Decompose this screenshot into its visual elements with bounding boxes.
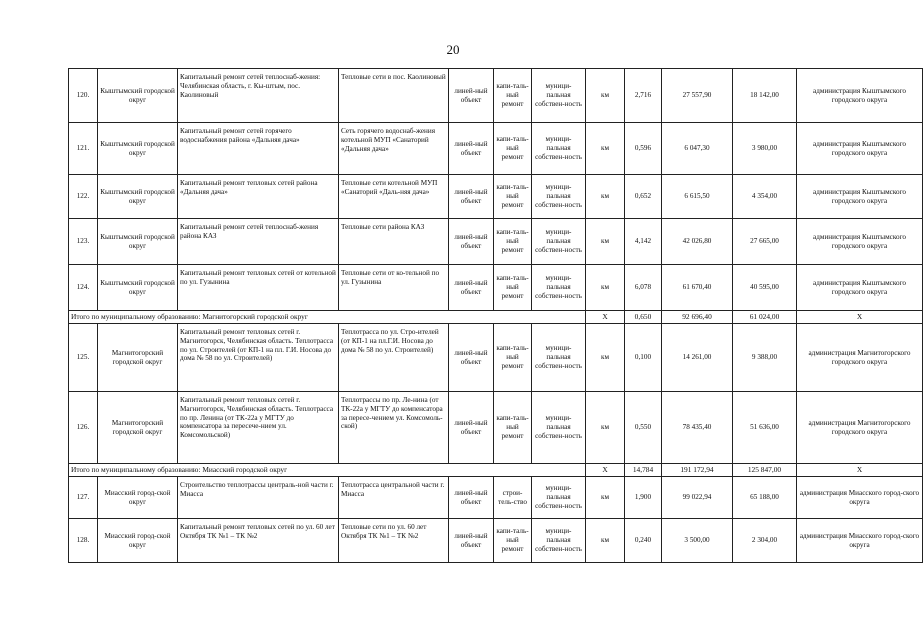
ownership-cell: муници-пальная собствен-ность <box>532 175 586 219</box>
table-row <box>69 392 923 464</box>
responsible-cell: администрация Кыштымского городского округа <box>797 219 923 265</box>
object-type-cell: линей-ный объект <box>449 519 494 563</box>
object-cell: Теплотрасса центральной части г. Миасса <box>339 477 449 519</box>
page-number: 20 <box>446 42 460 57</box>
municipality-cell: Миасский город-ской округ <box>98 477 178 519</box>
municipality-cell: Кыштымский городской округ <box>98 175 178 219</box>
municipality-cell: Кыштымский городской округ <box>98 219 178 265</box>
table-row <box>69 324 923 392</box>
quantity-cell: 0,652 <box>625 175 662 219</box>
municipality-cell: Магнитогорский городской округ <box>98 392 178 464</box>
project-name-cell: Строительство теплотрассы централь-ной части г. Миасса <box>178 477 339 519</box>
ownership-cell: муници-пальная собствен-ность <box>532 392 586 464</box>
work-type-cell: капи-таль-ный ремонт <box>494 519 532 563</box>
ownership-cell: муници-пальная собствен-ность <box>532 519 586 563</box>
table-row <box>69 519 923 563</box>
project-name-cell: Капитальный ремонт тепловых сетей района «Дальняя дача» <box>178 175 339 219</box>
row-number: 126. <box>69 392 98 464</box>
responsible-cell: администрация Кыштымского городского округа <box>797 123 923 175</box>
project-name-cell: Капитальный ремонт тепловых сетей г. Магнитогорск, Челябинская область. Теплотрасса по пр. Ленина (от ТК-22а у МГТУ до компенсатора за пересече-нием ул. Комсомольской) <box>178 392 339 464</box>
object-cell: Теплотрассы по пр. Ле-нина (от ТК-22а у МГТУ до компенсатора за пересе-чением ул. Комсомоль-ской) <box>339 392 449 464</box>
work-type-cell: капи-таль-ный ремонт <box>494 175 532 219</box>
subtotal-x-cell: X <box>586 311 625 324</box>
table-row <box>69 477 923 519</box>
cost-cell: 61 670,40 <box>662 265 733 311</box>
object-type-cell: линей-ный объект <box>449 123 494 175</box>
subtotal-x-cell: X <box>797 464 923 477</box>
work-type-cell: строи-тель-ство <box>494 477 532 519</box>
quantity-cell: 0,240 <box>625 519 662 563</box>
cost-cell: 6 047,30 <box>662 123 733 175</box>
ownership-cell: муници-пальная собствен-ность <box>532 324 586 392</box>
subtotal-label: Итого по муниципальному образованию: Миасский городской округ <box>69 464 586 477</box>
unit-cell: км <box>586 392 625 464</box>
row-number: 120. <box>69 69 98 123</box>
cost-cell: 3 500,00 <box>662 519 733 563</box>
funding-cell: 3 980,00 <box>733 123 797 175</box>
subtotal-cost: 92 696,40 <box>662 311 733 324</box>
project-name-cell: Капитальный ремонт тепловых сетей от котельной по ул. Гузынина <box>178 265 339 311</box>
quantity-cell: 4,142 <box>625 219 662 265</box>
funding-cell: 27 665,00 <box>733 219 797 265</box>
municipality-cell: Кыштымский городской округ <box>98 265 178 311</box>
subtotal-row <box>69 464 923 477</box>
unit-cell: км <box>586 477 625 519</box>
object-cell: Тепловые сети в пос. Каолиновый <box>339 69 449 123</box>
objects-table <box>68 68 923 563</box>
quantity-cell: 6,078 <box>625 265 662 311</box>
quantity-cell: 1,900 <box>625 477 662 519</box>
responsible-cell: администрация Магнитогорского городского округа <box>797 324 923 392</box>
quantity-cell: 2,716 <box>625 69 662 123</box>
table-row <box>69 123 923 175</box>
object-cell: Теплотрасса по ул. Стро-ителей (от КП-1 на пл.Г.И. Носова до дома № 58 по ул. Строителей) <box>339 324 449 392</box>
subtotal-label: Итого по муниципальному образованию: Магнитогорский городской округ <box>69 311 586 324</box>
funding-cell: 51 636,00 <box>733 392 797 464</box>
work-type-cell: капи-таль-ный ремонт <box>494 324 532 392</box>
funding-cell: 4 354,00 <box>733 175 797 219</box>
cost-cell: 6 615,50 <box>662 175 733 219</box>
funding-cell: 2 304,00 <box>733 519 797 563</box>
responsible-cell: администрация Кыштымского городского округа <box>797 265 923 311</box>
unit-cell: км <box>586 123 625 175</box>
unit-cell: км <box>586 69 625 123</box>
work-type-cell: капи-таль-ный ремонт <box>494 123 532 175</box>
row-number: 123. <box>69 219 98 265</box>
responsible-cell: администрация Миасского город-ского округа <box>797 519 923 563</box>
row-number: 127. <box>69 477 98 519</box>
responsible-cell: администрация Магнитогорского городского округа <box>797 392 923 464</box>
ownership-cell: муници-пальная собствен-ность <box>532 69 586 123</box>
object-type-cell: линей-ный объект <box>449 477 494 519</box>
municipality-cell: Миасский город-ской округ <box>98 519 178 563</box>
object-type-cell: линей-ный объект <box>449 265 494 311</box>
funding-cell: 18 142,00 <box>733 69 797 123</box>
object-cell: Тепловые сети котельной МУП «Санаторий «Даль-няя дача» <box>339 175 449 219</box>
subtotal-x-cell: X <box>586 464 625 477</box>
object-cell: Сеть горячего водоснаб-жения котельной МУП «Санаторий «Дальняя дача» <box>339 123 449 175</box>
project-name-cell: Капитальный ремонт сетей теплоснаб-жения района КАЗ <box>178 219 339 265</box>
object-type-cell: линей-ный объект <box>449 324 494 392</box>
responsible-cell: администрация Миасского город-ского округа <box>797 477 923 519</box>
object-type-cell: линей-ный объект <box>449 219 494 265</box>
cost-cell: 78 435,40 <box>662 392 733 464</box>
ownership-cell: муници-пальная собствен-ность <box>532 219 586 265</box>
ownership-cell: муници-пальная собствен-ность <box>532 265 586 311</box>
object-cell: Тепловые сети по ул. 60 лет Октября ТК №1 – ТК №2 <box>339 519 449 563</box>
municipality-cell: Магнитогорский городской округ <box>98 324 178 392</box>
object-cell: Тепловые сети от ко-тельной по ул. Гузынина <box>339 265 449 311</box>
municipality-cell: Кыштымский городской округ <box>98 123 178 175</box>
project-name-cell: Капитальный ремонт тепловых сетей г. Магнитогорск, Челябинская область. Теплотрасса по ул. Строителей (от КП-1 на пл. Г.И. Носова до дома № 58 по ул. Строителей) <box>178 324 339 392</box>
cost-cell: 27 557,90 <box>662 69 733 123</box>
table-row <box>69 175 923 219</box>
object-type-cell: линей-ный объект <box>449 175 494 219</box>
subtotal-funding: 125 847,00 <box>733 464 797 477</box>
table-row <box>69 219 923 265</box>
work-type-cell: капи-таль-ный ремонт <box>494 69 532 123</box>
cost-cell: 99 022,94 <box>662 477 733 519</box>
subtotal-x-cell: X <box>797 311 923 324</box>
row-number: 121. <box>69 123 98 175</box>
row-number: 122. <box>69 175 98 219</box>
unit-cell: км <box>586 519 625 563</box>
unit-cell: км <box>586 265 625 311</box>
project-name-cell: Капитальный ремонт тепловых сетей по ул. 60 лет Октября ТК №1 – ТК №2 <box>178 519 339 563</box>
project-name-cell: Капитальный ремонт сетей горячего водоснабжения района «Дальняя дача» <box>178 123 339 175</box>
work-type-cell: капи-таль-ный ремонт <box>494 265 532 311</box>
quantity-cell: 0,596 <box>625 123 662 175</box>
funding-cell: 65 188,00 <box>733 477 797 519</box>
work-type-cell: капи-таль-ный ремонт <box>494 219 532 265</box>
object-type-cell: линей-ный объект <box>449 392 494 464</box>
row-number: 128. <box>69 519 98 563</box>
subtotal-quantity: 0,650 <box>625 311 662 324</box>
subtotal-row <box>69 311 923 324</box>
funding-cell: 9 388,00 <box>733 324 797 392</box>
responsible-cell: администрация Кыштымского городского округа <box>797 69 923 123</box>
subtotal-funding: 61 024,00 <box>733 311 797 324</box>
subtotal-cost: 191 172,94 <box>662 464 733 477</box>
cost-cell: 14 261,00 <box>662 324 733 392</box>
ownership-cell: муници-пальная собствен-ность <box>532 123 586 175</box>
responsible-cell: администрация Кыштымского городского округа <box>797 175 923 219</box>
quantity-cell: 0,550 <box>625 392 662 464</box>
unit-cell: км <box>586 324 625 392</box>
unit-cell: км <box>586 219 625 265</box>
subtotal-quantity: 14,784 <box>625 464 662 477</box>
quantity-cell: 0,100 <box>625 324 662 392</box>
ownership-cell: муници-пальная собствен-ность <box>532 477 586 519</box>
object-type-cell: линей-ный объект <box>449 69 494 123</box>
object-cell: Тепловые сети района КАЗ <box>339 219 449 265</box>
work-type-cell: капи-таль-ный ремонт <box>494 392 532 464</box>
funding-cell: 40 595,00 <box>733 265 797 311</box>
cost-cell: 42 026,80 <box>662 219 733 265</box>
row-number: 125. <box>69 324 98 392</box>
municipality-cell: Кыштымский городской округ <box>98 69 178 123</box>
project-name-cell: Капитальный ремонт сетей теплоснаб-жения: Челябинская область, г. Кы-штым, пос. Каолиновый <box>178 69 339 123</box>
row-number: 124. <box>69 265 98 311</box>
table-row <box>69 69 923 123</box>
table-row <box>69 265 923 311</box>
unit-cell: км <box>586 175 625 219</box>
